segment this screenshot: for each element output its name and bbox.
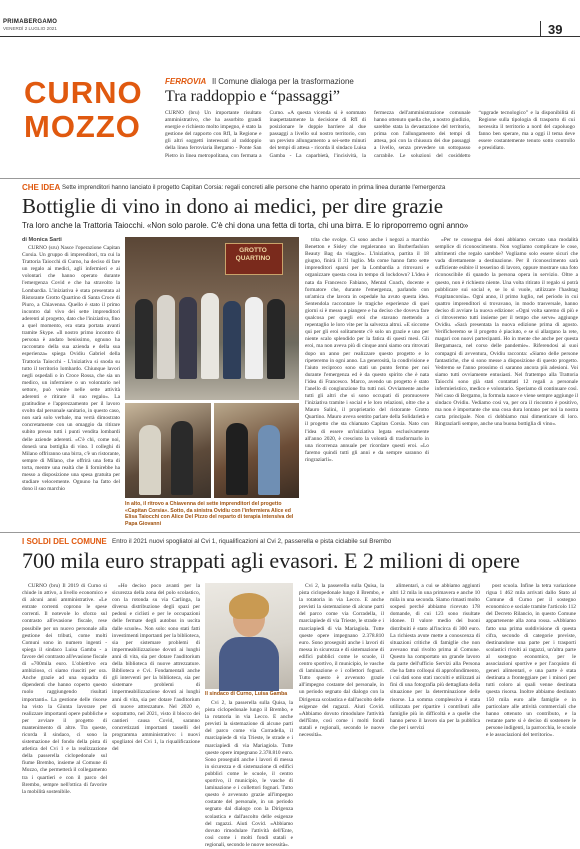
- ferrovia-text: CURNO (bru) Un importante risultato amministrativo, che ha assorbito grandi energie e richiesto molto impegno, è stato la gestione del rapporto con RfI, la Regione e gli altri soggetti interessati al raddoppio della linea ferroviaria Bergamo - Ponte San Pietro in linea metropolitana, con fermata a Curno. «A questa vicenda si è sommato inaspettatamente la decisione di RfI di posizionare le doppie barriere al due passaggi a livello sul nostro territorio, con un previsto allungamento a sei-sette minuti dei tempi di attesa - ricorda il sindaco Luisa Gamba - La caparbietà, l'incisività, la fermezza dell'amministrazione comunale hanno ottenuto quella che, a nostro giudizio, sarebbe stata la devastazione del territorio, prima con l'allungamento dei tempi di attesa, poi con la chiusura dei due passaggi a livello, senza prevedere un sottopasso carrabile. Le soluzioni del cosiddetto “upgrade tecnologico” e la disponibilità di Regione sulla tipologia di trasporto di cui necessita il territorio a nord del capoluogo fanno ben sperare, ma a oggi il tema deve essere costantemente tenuto sotto controllo e presidiato.: [165, 110, 575, 159]
- story2-kicker: I SOLDI DEL COMUNE: [22, 537, 107, 546]
- masthead-paper: PRIMABERGAMO: [3, 19, 58, 25]
- ferrovia-kicker: FERROVIA: [165, 77, 207, 86]
- story2-col5-text: post scuola. Infine la tetra variazione rigua 1 462 mila arrivati dallo Stato al Comune di Curno per il sostegno economico e sociale tramite l'articolo 112 del Decreto Rilancio, in questo Comune appartenente alla zona rossa. «Abbiamo fatto una prima suddivisione di questa cifra, secondo di categorie previste, destinandone una parte per i trasporti scolastici rivolti ai ragazzi, un'altra parte al sostegno economico, per le associazioni sportive e per l'acquisto di generi alimentari, e una parte è stata destinata a fronteggiare per i minori per tutti coloro ai quali venne destinata questa risorsa. Inoltre abbiamo destinato 150 mila euro alle famiglie e in particolare alle attività commerciali che hanno ottenuto un contributo, e la restante parte si è deciso di sostenere le persone indigenti, la parrocchia, le scuole e le associazioni del territorio».: [486, 583, 576, 738]
- ferrovia-headline: Tra raddoppio e “passaggi”: [165, 88, 340, 105]
- story1-col3: [435, 237, 578, 527]
- story2-col4: [390, 583, 480, 838]
- story1-col1: [22, 245, 120, 530]
- photo-alice-ovidiu: [125, 403, 211, 498]
- page-number-rule: [540, 21, 541, 36]
- story1-kicker: CHE IDEA: [22, 183, 61, 192]
- story2-col3: [205, 700, 293, 848]
- story1-rule: [0, 178, 580, 179]
- story2-col2-text: «Ho deciso poco avanti per la sicurezza della zona del polo scolastico, con la rotonda su via Carlinga, la diversa distribuzione degli spazi per pedoni e ciclisti e per le occupazioni delle fermate degli autobus in uscita dalle scuole». Non solo: sono stati fatti investimenti importanti per la biblioteca, sia per sistemare problemi di impermeabilizzazione dovuti ai lunghi anni di vita, sia per dotare l'auditorium della biblioteca di nuove attrezzature. Biblioteca e Cvi. Fondamentali anche gli interventi per la biblioteca, sia per sistemare problemi di impermeabilizzazione dovuti ai lunghi anni di vita, sia per dotare l'auditorium di nuove attrezzature. Nel 2020 e, soprattutto, nel 2021, visto il blocco dei cantieri causa Covid, saranno concretizzati importanti tasselli del programma amministrativo: i nuovi spogliatoi del Cvi 1, la riqualificazione del: [112, 583, 200, 753]
- ferrovia-strap: Il Comune dialoga per la trasformazione: [212, 77, 354, 86]
- people-group: [131, 287, 291, 397]
- story2-col5: [486, 583, 576, 838]
- restaurant-sign-text: GROTTO QUARTINO: [235, 247, 271, 262]
- story2-col4-text: alimentari, a cui se abbiamo aggiunti altri 12 mila in una primavera e anche 10 mila in una seconda. Siamo rimasti molto sospesi perché abbiamo ricevuto 178 domande, di cui 123 sono risultate idonee. Il valore medio dei buoni distribuiti è stato all'incirca di 300 euro. La richiesta avute mette a conoscenza di situazioni critiche di famiglie che non avevano mai rivolto prima al Comune. Questo ha comportato un grande lavoro da parte dell'ufficio Servizi alla Persona che ha fatto colloqui di approfondimento, i cui dati sono stati raccolti e utilizzati ai fini di una fotografia più dettagliata della situazione per la determinazione delle risorse. La somma complessiva è stata utilizzata per ripartire i contributi alle famiglie più in difficoltà e a quelle che hanno perso il lavoro sia per la pubblica che per i servizi: [390, 583, 480, 731]
- story2-col1-text: CURNO (bru) Il 2019 di Curno si chiude in attivo, a livello economico e di alcuni anni amministrative. «Le entrate correnti coprono le spese correnti. Il notevole lo sforzo sul contrasto all'evasione fiscale, rese possibile per un nuovo personale alla gestione dei tributi, come molti Comuni sono in numero ingenti - spiega il sindaco Luisa Gamba - a favore del contrasto all'evasione fiscale di «700mila euro. L'obiettivo era ambizioso, ci siamo riusciti per ora. Anche grazie ad una squadra di dipendenti che hanno coperto questo ruolo raggiungendo risultati importanti». La gestione delle risorse ha visto la Giunta lavorare per realizzare importanti opere pubbliche e per avviare il progetto di mantenimento di altre. Tra queste, ricorda il sindaco, ci sono la sistemazione del fondo della pista di atletica del Cvi 1 e la realizzazione della passerella ciclopedonale sul fiume Brembo, insieme al Comune di Mozzo, che permetterà il collegamento tra i quartieri e con il parco del Brembo, sempre nell'ottica di favorire la mobilità sostenibile.: [22, 583, 107, 795]
- story1-standfirst: Tra loro anche la Trattoria Taiocchi. «Non solo parole. C'è chi dona una fetta di torta, chi una birra. E lo riproporremo ogni anno»: [22, 221, 469, 230]
- group-photo: [125, 237, 299, 400]
- masthead-date: VENERDÌ 2 LUGLIO 2021: [3, 26, 57, 31]
- header-rule: [0, 36, 580, 37]
- story2-col3b: [299, 583, 384, 838]
- story1-byline: [22, 237, 62, 243]
- story2-col3b-text: Cvi 2, la passerella sulla Quisa, la pista ciclopedonale lungo il Brembo, e la rotatoria in via Lecco. E anche previsti la sistemazione di alcune parti del parco come via Corradella, il marciapiede di via Trieste, le strade e i marciapiedi di via Mariagiola. Tutte queste opere impegnano 2.378.810 euro. Sono proseguiti anche i lavori di messa in sicurezza e di sistemazione di edifici pubblici come le scuole, il centro sportivo, il municipio, le vasche di laminazione e i collettori fognari. Tutto questo è avvenuto grazie all'impegno costante del personale, in un periodo segnato dal dialogo con la Dirigenza scolastica e dall'ascolto delle esigenze del ragazzi. Aiuti Covid. «Abbiamo dovuto rimodulare l'attività dell'Ente, così come i molti fondi statali e regionali, secondo le nuove necessità».: [299, 583, 384, 738]
- story1-col3-text: «Per te consegna dei doni abbiamo cercato una modalità semplice di riconoscimento. Non vogliamo complicare le cose, altrimenti che regalo sarebbe? Vogliamo solo essere sicuri che vada direttamente a destinazione. Per il riconoscimento sarà sufficiente esibire il tesserino di lavoro, oppure mostrare una foto riconoscibile di quando la persona opera in servizio. Oltre a questo, non è richiesto niente. Una volta ritirato il regalo si potrà pubblicare sui social e, se lo si vuole, utilizzare l'hashtag #capitancorsia». Ogni anno, il primo luglio, nel periodo in cui quattro imprenditori si trovavano, in modo trasversale, hanno deciso di avviare la nuova edizione: «Ogni volta saremo di più e ci ritroveremo tutti insieme per il tempo che serve» aggiunge Ovidiu. «Sarà presentata la nuova edizione prima di agosto. Verificheremo se il progetto è piaciuto, e se si allargano la rete, magari con nuovi partecipanti. Ho in mente che anche per questa Bergamasca, nel corso delle pandemie». Riferendosi ai suoi compagni di avventura, Ovidiu racconta: «Siamo delle persone fantastiche, che si sono messe a disposizione di questo progetto. Vedremo se l'anno prossimo ci saranno ancora più adesioni. Voi siamo tutti ovviamente entusiasti. Nel frattempo alla Trattoria Taiocchi sono già stati contattati 12 regali a personale infermieristico, medico e volontario. Speriamo di continuare così. Nel caso di Bergamo, la formula nasce e viene sempre aggiunge il sindaco Ovidiu. Vediamo così va, per ora il riscontro è positivo, ma non è importante che una cosa dura lontano per noi la nostra carta principale. Non ci dobbiamo mai dimenticare di loro. Ringraziarli sempre, anche una buona bottiglia di vino».: [435, 237, 578, 428]
- story2-col2: [112, 583, 200, 838]
- story2-caption: Il sindaco di Curno, Luisa Gamba: [205, 691, 288, 697]
- photo-elisa-alice: [214, 403, 299, 498]
- story2-headline: 700 mila euro strappati agli evasori. E 2 milioni di opere: [22, 548, 520, 573]
- story1-strap: Sette imprenditori hanno lanciato il progetto Capitan Corsia: regali concreti alle persone che hanno operato in prima linea durante l'emergenza: [62, 184, 446, 191]
- story2-strap: Entro il 2021 nuovi spogliatoi al Cvi 1, riqualificazioni al Cvi 2, passerella e pista ciclabile sul Brembo: [112, 538, 392, 545]
- story2-col1: [22, 583, 107, 838]
- page-number: 39: [548, 22, 563, 37]
- story1-col2-text: trita che svolge. Ci sono anche i negozi a marchio Benetton e Sisley che regaleranno un Burberfashion Beauty Bag da viaggio». L'iniziativa, partita il 18 giugno, finirà il 31 luglio. Ma come hanno fatto sette imprenditori sparsi per la Lombardia a ritrovarsi e organizzare questa cosa in tempo di lockdown? L'idea è nata da Francesco Fabiano, Mental Coach, docente e formatore che, durante l'emergenza, parlando con un'amica che lavora in ospedale ha avuto questa idea. Sentendola raccontare le tragiche esperienze di quei giorni si è messo a piangere e ha deciso che doveva fare qualcosa per quegli eroi che stavano mettendo a repentaglio le loro vite per la salvezza altrui. «E siccome qui per gli eroi solitamente c'è solo un grazie e uno per niente scalo splendido per la fatica di questi mesi. Gli eroi, ma non aveva più di cinque anni siamo ora ritrovati dopo un anno per realizzare questo progetto e lo ripeteremo in ogni anno. La generosità, la condivisione e l'aiuto reciproco sono stati un punto fermo per noi durante l'emergenza ed è da questo spirito che è nata l'idea di Francesco. Marco, avendo un progetto è stato l'anello di congiunzione fra tutti noi. Ovviamente anche tutti gli altri che si sono occupati di promuovere l'iniziativa tramite i social e le loro relazioni, oltre che a Mauro Salini, il proprietario del ristorante Grotto Quartino. Mauro aveva sentito parlare della Solidarietà e il progetto che sta chiamato Capitan Corsia. Nato con l'idea di essere un'iniziativa legata esclusivamente all'anno 2020, è cresciuto la volontà di trasformarlo in una ricorrenza annuale per ricordare questi eroi. «Lo faremo quindi tutti gli anni e da sempre saranno di ringraziarli».: [305, 237, 429, 463]
- story1-caption: In alto, il ritrovo a Chiavenna dei sette imprenditori del progetto «Capitan Corsia». Sotto, da sinistra Ovidiu con l'infermiera Alice ed Elisa Taiocchi con Alice Del Pizzo del reparto di terapia intensiva del Papa Giovanni: [125, 501, 294, 527]
- section-title-curno: CURNO: [24, 75, 143, 110]
- story2-col3-text: Cvi 2, la passerella sulla Quisa, la pista ciclopedonale lungo il Brembo, e la rotatoria in via Lecco. E anche previsti la sistemazione di alcune parti del parco come via Corradella, il marciapiede di via Trieste, le strade e i marciapiedi di via Mariagiola. Tutte queste opere impegnano 2.378.810 euro. Sono proseguiti anche i lavori di messa in sicurezza e di sistemazione di edifici pubblici come le scuole, il centro sportivo, il municipio, le vasche di laminazione e i collettori fognari. Tutto questo è avvenuto grazie all'impegno costante del personale, in un periodo segnato dal dialogo con la Dirigenza scolastica e dall'ascolto delle esigenze del ragazzi. Aiuti Covid. «Abbiamo dovuto rimodulare l'attività dell'Ente, così come i molti fondi statali e regionali, secondo le nuove necessità».: [205, 700, 293, 848]
- story1-col1-text: CURNO (sru) Nasce l'operazione Capitan Corsia. Un gruppo di imprenditori, tra cui la Trattoria Taiocchi di Curno, ha deciso di fare un regalo ai medici, agli infermieri e ai volontari che hanno operato durante l'emergenza Covid e che ha stravolto la Lombardia. L'iniziativa è stata presentata al Ristorante Grotto Quartino di Santa Croce di Piuro, a Chiavenna. Quello è stato il primo incontro dal vivo dei sette imprenditori aderenti al progetto, dato che l'iniziativa, fino a quel momento, era stata portata avanti tramite Skype. «Il nostro primo incontro di persona è andato benissimo, ognuno ha raccontato della sua azienda e della sua esperienza» spiega Ovidiu Gabriel della Trattoria Taiocchi - L'iniziativa si snoda su tutto il territorio lombardo. Chiunque lavori negli ospedali o in Croce Rossa, che sia un medico, un infermiere o un volontario nel settore, può venire nelle sette attività aderenti e ritirare il suo regalo». La gratitudine e l'apprezzamento per il lavoro svolto dal personale sanitario, in questo caso, non sarà solo verbale, ma verrà dimostrato concretamente con un omaggio da ritirare subito presso tutti i punti vendita lombardi delle aziende aderenti. «C'è chi, come noi, donerà una bottiglia di vino. I colleghi di Milano offriranno una birra, c'è un ristorante, sempre di Milano, che offrirà una fetta di torta, mentre una realtà che li fornirebbe ha messo a disposizione una spesa gratuita per studiare velocemente. Ognuno ha fatto del dono il suo marchio: [22, 245, 120, 493]
- mayor-photo: [205, 583, 293, 689]
- ferrovia-body: [165, 110, 575, 172]
- byline-text: di Monica Sarti: [22, 237, 62, 243]
- story1-headline: Bottiglie di vino in dono ai medici, per dire grazie: [22, 194, 444, 218]
- story2-rule: [0, 532, 580, 533]
- story1-col2: [305, 237, 429, 527]
- section-title-mozzo: MOZZO: [24, 109, 141, 144]
